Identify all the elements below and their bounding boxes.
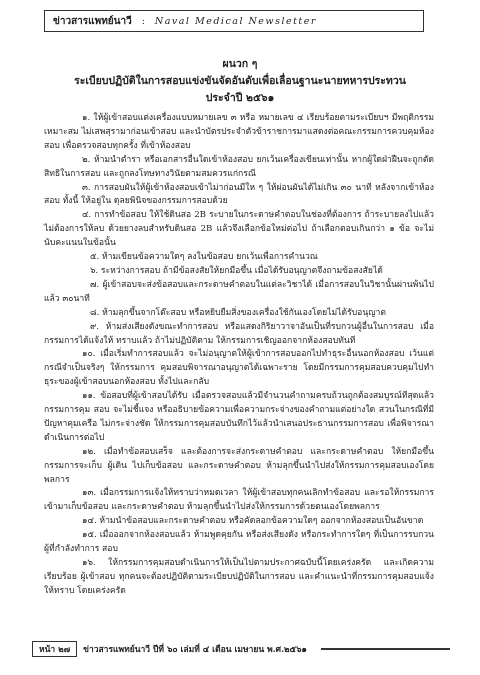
title-line-2: ประจำปี ๒๕๖๑ bbox=[205, 92, 275, 104]
page-footer bbox=[32, 641, 450, 657]
paragraph-7: ๗. ผู้เข้าสอบจะส่งข้อสอบและกระดาษคำตอบในแต่ละวิชาได้ เมื่อการสอบในวิชานั้นผ่านพ้นไปแล้ว ๓๐นาที bbox=[44, 279, 434, 304]
page-number-box: หน้า ๒๗ bbox=[32, 641, 77, 657]
title-line-1: ระเบียบปฏิบัติในการสอบแข่งขันจัดอันดับเพื่อเลื่อนฐานะนายทหารประทวน bbox=[74, 75, 406, 87]
journal-title-english: Naval Medical Newsletter bbox=[154, 15, 317, 27]
paragraph-4: ๔. การทำข้อสอบ ให้ใช้ดินสอ 2B ระบายในกระดาษคำตอบในช่องที่ต้องการ ถ้าระบายลงไปแล้วไม่ต้องการให้ลบ ด้วยยางลบสำหรับดินสอ 2B แล้วจึงเลือกข้อใหม่ต่อไป ถ้าเลือกตอบเกินกว่า ๑ ข้อ จะไม่นับคะแนนในข้อนั้น bbox=[44, 210, 434, 249]
journal-header bbox=[44, 10, 424, 32]
regulation-body bbox=[44, 112, 434, 599]
paragraph-14: ๑๔. ห้ามนำข้อสอบและกระดาษคำตอบ หรือคัดลอกข้อความใดๆ ออกจากห้องสอบเป็นอันขาด bbox=[82, 516, 424, 527]
footer-rule bbox=[321, 648, 450, 650]
document-title-block bbox=[0, 56, 480, 107]
journal-title-thai: ข่าวสารแพทย์นาวี bbox=[53, 15, 132, 27]
paragraph-9: ๙. ห้ามส่งเสียงดังขณะทำการสอบ หรือแสดงกิริยาวาจาอันเป็นที่รบกวนผู้อื่นในการสอบ เมื่อกรรมการได้แจ้งให้ ทราบแล้ว ถ้าไม่ปฏิบัติตาม ให้กรรมการเชิญออกจากห้องสอบทันที bbox=[44, 321, 434, 346]
paragraph-2: ๒. ห้ามนำตำรา หรือเอกสารอื่นใดเข้าห้องสอบ ยกเว้นเครื่องเขียนเท่านั้น หากผู้ใดฝ่าฝืนจะถูกตัดสิทธิในการสอบ และถูกลงโทษทางวินัยตามสมควรแก่กรณี bbox=[44, 154, 434, 179]
paragraph-10: ๑๐. เมื่อเริ่มทำการสอบแล้ว จะไม่อนุญาตให้ผู้เข้าการสอบออกไปทำธุระอื่นนอกห้องสอบ เว้นแต่กรณีจำเป็นจริงๆ ให้กรรมการ คุมสอบพิจารณาอนุญาตได้เฉพาะราย โดยมีกรรมการคุมสอบควบคุมไปทำธุระของผู้เข้าสอบนอกห้องสอบ ทั้งไปและกลับ bbox=[44, 349, 434, 388]
paragraph-1: ๑. ให้ผู้เข้าสอบแต่งเครื่องแบบหมายเลข ๓ หรือ หมายเลข ๔ เรียบร้อยตามระเบียบฯ มีพฤติกรรมเหมาะสม ไม่เสพสุรามาก่อนเข้าสอบ และนำบัตรประจำตัวข้าราชการมาแสดงต่อคณะกรรมการควบคุมห้องสอบ เพื่อตรวจสอบทุกครั้ง ที่เข้าห้องสอบ bbox=[44, 113, 434, 151]
paragraph-3: ๓. การสอบผันให้ผู้เข้าห้องสอบเข้าไม่าก่อนมีให ๆ ให้ผ่อนผันได้ไม่เกิน ๓๐ นาที หลังจากเข้าห้องสอบ ทั้งนี้ ให้อยู่ใน ดุลยพินิจของกรรมการสอบด้วย bbox=[44, 182, 434, 207]
header-separator: : bbox=[141, 15, 145, 27]
paragraph-5: ๕. ห้ามเขียนข้อความใดๆ ลงในข้อสอบ ยกเว้นเพื่อการคำนวณ bbox=[90, 252, 318, 263]
paragraph-13: ๑๓. เมื่อกรรมการแจ้งให้ทราบว่าหมดเวลา ให้ผู้เข้าสอบทุกคนเลิกทำข้อสอบ และรอให้กรรมการเข้ามาเก็บข้อสอบ และกระดาษคำตอบ ห้ามลุกขึ้นนำไปส่งให้กรรมการด้วยตนเองโดยพลการ bbox=[44, 488, 434, 513]
paragraph-15: ๑๕. เมื่อออกจากห้องสอบแล้ว ห้ามพูดคุยกัน หรือส่งเสียงดัง หรือกระทำการใดๆ ที่เป็นการรบกวนผู้ที่กำลังทำการ สอบ bbox=[44, 530, 434, 555]
paragraph-16: ๑๖. ให้กรรมการคุมสอบดำเนินการให้เป็นไปตามประกาศฉบับนี้โดยเคร่งครัด และเกิดความเรียบร้อย ผู้เข้าสอบ ทุกคนจะต้องปฏิบัติตามระเบียบปฏิบัติในการสอบ และคำแนะนำที่กรรมการคุมสอบแจ้งให้ทราบ โดยเคร่งครัด bbox=[44, 558, 434, 596]
paragraph-8: ๘. ห้ามลุกขึ้นจากโต๊ะสอบ หรือหยิบยืมสิ่งของเครื่องใช้กันเองโดยไม่ได้รับอนุญาต bbox=[90, 307, 386, 318]
annex-label: ผนวก ๆ bbox=[222, 58, 258, 70]
paragraph-12: ๑๒. เมื่อทำข้อสอบเสร็จ และต้องการจะส่งกระดาษคำตอบ และกระดาษคำตอบ ให้ยกมือขึ้น กรรมการจะเก็บ ผู้เดิน ไปเก็บข้อสอบ และกระดาษคำตอบ ห้ามลุกขึ้นนำไปส่งให้กรรมการคุมสอบเองโดยพลการ bbox=[44, 446, 434, 485]
paragraph-6: ๖. ระหว่างการสอบ ถ้ามีข้อสงสัยให้ยกมือขึ้น เมื่อได้รับอนุญาตจึงถามข้อสงสัยได้ bbox=[90, 265, 383, 276]
footer-journal-info: ข่าวสารแพทย์นาวี ปีที่ ๖๐ เล่มที่ ๔ เดือน เมษายน พ.ศ.๒๕๖๑ bbox=[83, 645, 307, 655]
paragraph-11: ๑๑. ข้อสอบที่ผู้เข้าสอบได้รับ เมื่อตรวจสอบแล้วมีจำนวนคำถามครบถ้วนถูกต้องสมบูรณ์ทีสุดแล้ว กรรมการคุม สอบ จะไม่ชี้แจง หรืออธิบายข้อความเพื่อความกระจ่างของคำถามแต่อย่างใด สวนในกรณีที่มีปัญหาคุมเครือ ไม่กระจ่างชัด ให้กรรมการคุมสอบบันทึกไว้แล้วนำเสนอประธานกรรมการสอบ เพื่อพิจารณาดำเนินการต่อไป bbox=[44, 391, 434, 443]
